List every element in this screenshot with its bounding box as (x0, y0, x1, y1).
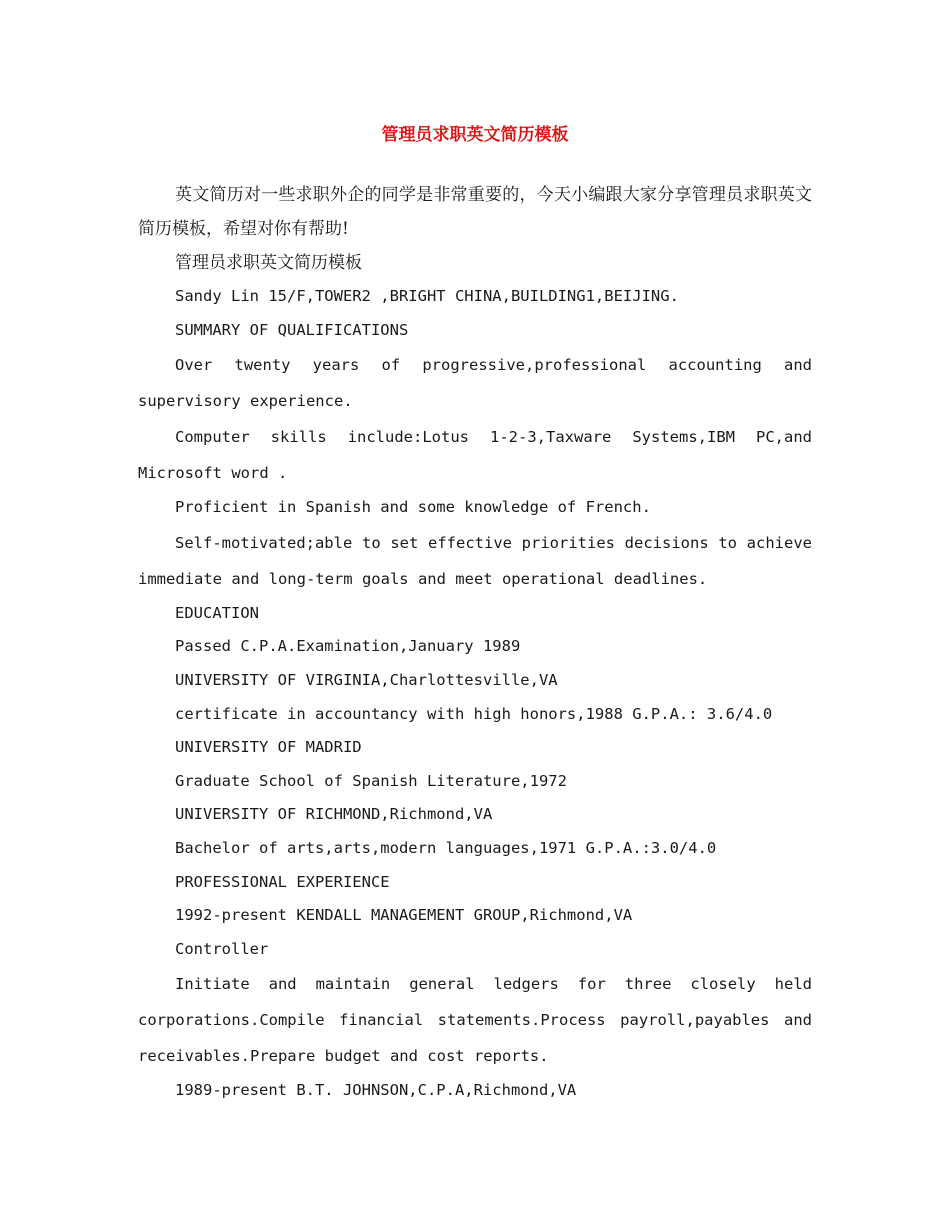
education-line: UNIVERSITY OF VIRGINIA,Charlottesville,VA (175, 670, 558, 689)
experience-description: Initiate and maintain general ledgers for three closely held corporations.Compile financial statements.Process payroll,payables and receivables.Prepare budget and cost reports. (138, 975, 812, 1066)
qualification-item: Proficient in Spanish and some knowledge of French. (175, 498, 651, 517)
experience-line: Controller (175, 939, 269, 958)
intro-paragraph: 英文简历对一些求职外企的同学是非常重要的，今天小编跟大家分享管理员求职英文简历模板，希望对你有帮助! (138, 185, 812, 239)
section-heading-experience: PROFESSIONAL EXPERIENCE (175, 872, 390, 891)
qualification-item: Self-motivated;able to set effective priorities decisions to achieve immediate and long-term goals and meet operational deadlines. (138, 533, 812, 588)
education-line: Graduate School of Spanish Literature,1972 (175, 771, 567, 790)
contact-line: Sandy Lin 15/F,TOWER2 ,BRIGHT CHINA,BUILDING1,BEIJING. (175, 287, 679, 305)
education-line: certificate in accountancy with high honors,1988 G.P.A.: 3.6/4.0 (175, 704, 773, 723)
qualification-item: Computer skills include:Lotus 1-2-3,Taxware Systems,IBM PC,and Microsoft word . (138, 428, 812, 483)
section-heading-qualifications: SUMMARY OF QUALIFICATIONS (175, 320, 409, 339)
section-heading-education: EDUCATION (175, 603, 259, 622)
qualification-item: Over twenty years of progressive,professional accounting and supervisory experience. (138, 356, 812, 411)
education-line: UNIVERSITY OF MADRID (175, 738, 362, 757)
education-line: Bachelor of arts,arts,modern languages,1971 G.P.A.:3.0/4.0 (175, 838, 717, 857)
experience-line: 1992-present KENDALL MANAGEMENT GROUP,Richmond,VA (175, 906, 633, 925)
document-page (138, 118, 812, 1108)
education-line: UNIVERSITY OF RICHMOND,Richmond,VA (175, 805, 493, 824)
subtitle-line: 管理员求职英文简历模板 (175, 253, 362, 273)
experience-line: 1989-present B.T. JOHNSON,C.P.A,Richmond,VA (175, 1081, 577, 1100)
education-line: Passed C.P.A.Examination,January 1989 (175, 637, 521, 656)
document-title: 管理员求职英文简历模板 (381, 125, 569, 145)
